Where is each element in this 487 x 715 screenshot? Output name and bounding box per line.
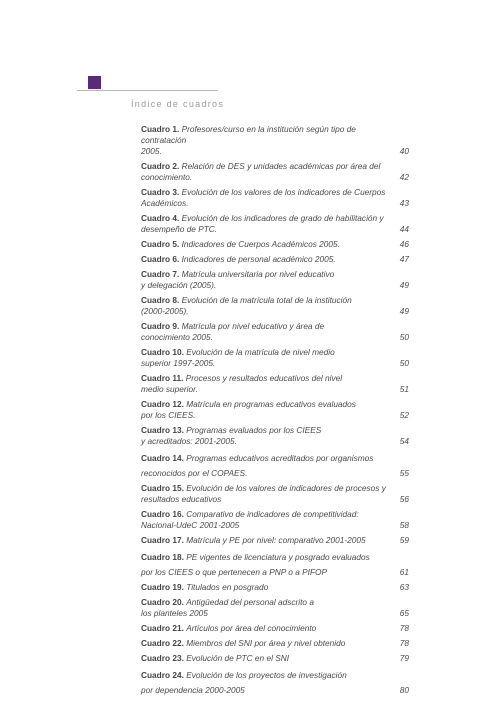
entry-page-number: 63: [399, 582, 409, 592]
toc-entry[interactable]: [141, 535, 409, 546]
entry-title-line: Evolución de PTC en el SNI: [186, 653, 290, 663]
entry-title-line: conocimiento.: [141, 172, 193, 182]
entry-page-number: 78: [399, 638, 409, 648]
entry-page-number: 42: [399, 172, 409, 182]
entry-title-line: Indicadores de Cuerpos Académicos 2005.: [181, 239, 340, 249]
toc-entry[interactable]: [141, 269, 409, 291]
entry-number: Cuadro 5.: [141, 239, 180, 249]
entry-title-line: por dependencia 2000-2005: [141, 685, 245, 695]
entry-number: Cuadro 12.: [141, 399, 184, 409]
entry-page-number: 43: [399, 198, 409, 208]
toc-entry[interactable]: [141, 597, 409, 619]
entry-title-line: Evolución de la matrícula de nivel medio: [186, 347, 335, 357]
header-divider: [77, 90, 218, 91]
entry-page-number: 61: [399, 567, 409, 577]
entry-page-number: 52: [399, 410, 409, 420]
purple-square-marker: [88, 76, 101, 89]
entry-title-line: Matrícula y PE por nivel: comparativo 2001-2005: [186, 535, 366, 545]
entry-title-line: Relación de DES y unidades académicas por área del: [181, 161, 381, 171]
entry-title-line: (2000-2005).: [141, 306, 189, 316]
entry-number: Cuadro 9.: [141, 321, 180, 331]
entry-page-number: 47: [399, 254, 409, 264]
entry-number: Cuadro 13.: [141, 425, 184, 435]
entry-title-line: superior 1997-2005.: [141, 358, 216, 368]
toc-entry[interactable]: [141, 124, 409, 157]
entry-number: Cuadro 8.: [141, 295, 180, 305]
entry-page-number: 78: [399, 623, 409, 633]
entry-title-line: por los CIEES.: [141, 410, 196, 420]
entry-page-number: 80: [399, 685, 409, 695]
entry-number: Cuadro 14.: [141, 453, 184, 463]
toc-entry[interactable]: [141, 399, 409, 421]
entry-title-line: y acreditados: 2001-2005.: [141, 436, 237, 446]
entry-title-line: Artículos por área del conocimiento: [186, 623, 317, 633]
entry-number: Cuadro 20.: [141, 597, 184, 607]
entry-page-number: 46: [399, 239, 409, 249]
toc-entry[interactable]: [141, 187, 409, 209]
entry-number: Cuadro 2.: [141, 161, 180, 171]
entry-number: Cuadro 11.: [141, 373, 184, 383]
entry-title-line: Nacional-UdeC 2001-2005: [141, 520, 240, 530]
entry-number: Cuadro 16.: [141, 509, 184, 519]
entry-number: Cuadro 10.: [141, 347, 184, 357]
toc-entry[interactable]: [141, 373, 409, 395]
entry-title-line: PE vigentes de licenciatura y posgrado evaluados: [186, 552, 370, 562]
toc-entry[interactable]: [141, 451, 409, 481]
entry-number: Cuadro 19.: [141, 582, 184, 592]
toc-entry[interactable]: [141, 239, 409, 250]
entry-title-line: Indicadores de personal académico 2005.: [181, 254, 336, 264]
entry-title-line: Evolución de los proyectos de investigación: [186, 670, 347, 680]
entry-page-number: 58: [399, 520, 409, 530]
entry-page-number: 59: [399, 535, 409, 545]
toc-entry[interactable]: [141, 483, 409, 505]
entry-title-line: Matrícula en programas educativos evaluados: [186, 399, 356, 409]
toc-entry[interactable]: [141, 295, 409, 317]
entry-page-number: 50: [399, 332, 409, 342]
entry-number: Cuadro 21.: [141, 623, 184, 633]
entry-number: Cuadro 17.: [141, 535, 184, 545]
entry-title-line: por los CIEES o que pertenecen a PNP o a PIFOP: [141, 567, 328, 577]
section-title: Índice de cuadros: [131, 99, 225, 109]
entry-title-line: Matrícula universitaria por nivel educativo: [181, 269, 335, 279]
entry-title-line: Titulados en posgrado: [186, 582, 269, 592]
entry-title-line: Miembros del SNI por área y nivel obtenido: [186, 638, 346, 648]
toc-entry[interactable]: [141, 582, 409, 593]
entry-page-number: 49: [399, 280, 409, 290]
entry-page-number: 79: [399, 653, 409, 663]
toc-entry[interactable]: [141, 254, 409, 265]
toc-entry[interactable]: [141, 347, 409, 369]
entry-title-line: 2005.: [141, 146, 162, 156]
entry-title-line: Programas educativos acreditados por organismos: [186, 453, 374, 463]
entry-number: Cuadro 4.: [141, 213, 180, 223]
entry-number: Cuadro 23.: [141, 653, 184, 663]
entry-title-line: los planteles 2005: [141, 608, 208, 618]
toc-entry[interactable]: [141, 668, 409, 698]
entry-number: Cuadro 22.: [141, 638, 184, 648]
toc-entry[interactable]: [141, 550, 409, 580]
entry-page-number: 49: [399, 306, 409, 316]
table-of-contents: [141, 124, 409, 700]
toc-entry[interactable]: [141, 509, 409, 531]
entry-title-line: Académicos.: [141, 198, 189, 208]
entry-title-line: Procesos y resultados educativos del nivel: [185, 373, 343, 383]
entry-title-line: Evolución de la matrícula total de la institución: [181, 295, 352, 305]
entry-page-number: 56: [399, 494, 409, 504]
entry-title-line: Programas evaluados por los CIEES: [186, 425, 322, 435]
toc-entry[interactable]: [141, 623, 409, 634]
entry-page-number: 50: [399, 358, 409, 368]
entry-page-number: 40: [399, 146, 409, 156]
entry-page-number: 54: [399, 436, 409, 446]
entry-number: Cuadro 7.: [141, 269, 180, 279]
entry-title-line: Profesores/curso en la institución según tipo de contratación: [141, 124, 356, 145]
toc-entry[interactable]: [141, 213, 409, 235]
entry-title-line: resultados educativos: [141, 494, 222, 504]
toc-entry[interactable]: [141, 638, 409, 649]
entry-number: Cuadro 15.: [141, 483, 184, 493]
entry-page-number: 55: [399, 468, 409, 478]
entry-page-number: 65: [399, 608, 409, 618]
entry-number: Cuadro 18.: [141, 552, 184, 562]
entry-title-line: conocimiento 2005.: [141, 332, 213, 342]
entry-title-line: medio superior.: [141, 384, 198, 394]
entry-title-line: Matrícula por nivel educativo y área de: [181, 321, 325, 331]
toc-entry[interactable]: [141, 653, 409, 664]
entry-title-line: Antigüedad del personal adscrito a: [186, 597, 314, 607]
entry-title-line: Evolución de los valores de los indicadores de Cuerpos: [181, 187, 386, 197]
entry-page-number: 51: [399, 384, 409, 394]
entry-title-line: Comparativo de indicadores de competitividad:: [186, 509, 359, 519]
toc-entry[interactable]: [141, 321, 409, 343]
entry-number: Cuadro 1.: [141, 124, 180, 134]
entry-number: Cuadro 3.: [141, 187, 180, 197]
entry-number: Cuadro 6.: [141, 254, 180, 264]
entry-title-line: y delegación (2005).: [141, 280, 217, 290]
toc-entry[interactable]: [141, 161, 409, 183]
entry-title-line: desempeño de PTC.: [141, 224, 218, 234]
entry-title-line: Evolución de los valores de indicadores de procesos y: [186, 483, 386, 493]
entry-number: Cuadro 24.: [141, 670, 184, 680]
toc-entry[interactable]: [141, 425, 409, 447]
entry-title-line: Evolución de los indicadores de grado de habilitación y: [181, 213, 384, 223]
entry-page-number: 44: [399, 224, 409, 234]
entry-title-line: reconocidos por el COPAES.: [141, 468, 248, 478]
